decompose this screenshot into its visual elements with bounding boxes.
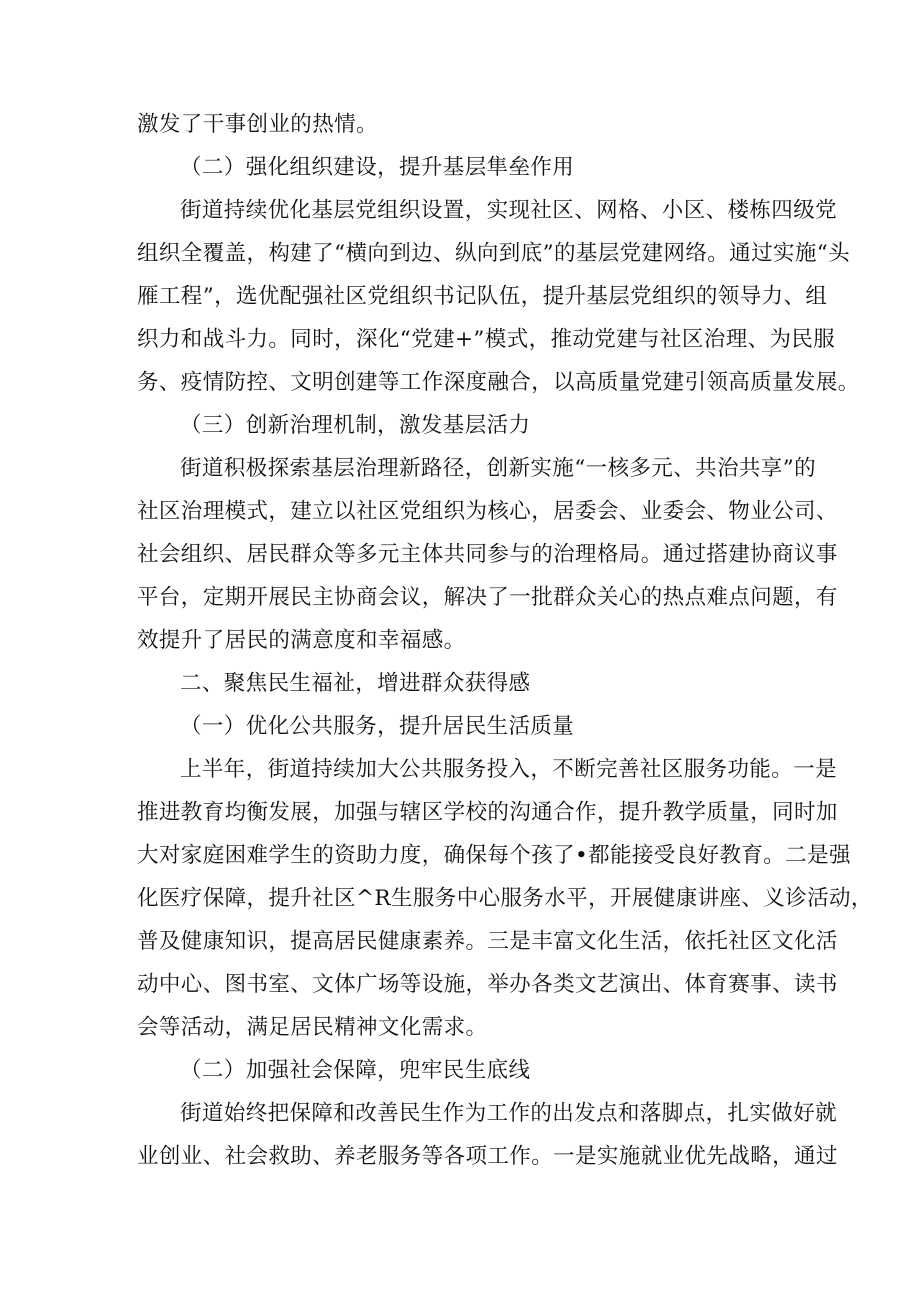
text-line: 组织全覆盖，构建了“横向到边、纵向到底”的基层党建网络。通过实施“头	[137, 241, 851, 266]
text-line: 效提升了居民的满意度和幸福感。	[137, 628, 466, 653]
text-line: 织力和战斗力。同时，深化“党建+”模式，推动党建与社区治理、为民服	[137, 327, 836, 352]
text-line: 化医疗保障，提升社区^R生服务中心服务水平，开展健康讲座、义诊活动，	[137, 886, 873, 911]
text-line: 平台，定期开展民主协商会议，解决了一批群众关心的热点难点问题，有	[137, 585, 838, 610]
chapter-heading: 二、聚焦民生福祉，增进群众获得感	[180, 671, 531, 696]
text-line: 上半年，街道持续加大公共服务投入，不断完善社区服务功能。一是	[180, 757, 838, 782]
section-heading: （二）强化组织建设，提升基层隼垒作用	[180, 155, 575, 180]
text-line: 务、疫情防控、文明创建等工作深度融合，以高质量党建引领高质量发展。	[137, 370, 860, 395]
text-line: 大对家庭困难学生的资助力度，确保每个孩了•都能接受良好教育。二是强	[137, 843, 851, 868]
text-line: 推进教育均衡发展，加强与辖区学校的沟通合作，提升教学质量，同时加	[137, 800, 838, 825]
text-line: 雁工程”，选优配强社区党组织书记队伍，提升基层党组织的领导力、组	[137, 284, 828, 309]
section-heading: （一）优化公共服务，提升居民生活质量	[180, 714, 575, 739]
text-line: 业创业、社会救助、养老服务等各项工作。一是实施就业优先战略，通过	[137, 1144, 838, 1169]
text-line: 街道持续优化基层党组织设置，实现社区、网格、小区、楼栋四级党	[180, 198, 838, 223]
section-heading: （三）创新治理机制，激发基层活力	[180, 413, 531, 438]
text-line: 街道积极探索基层治理新路径，创新实施“一核多元、共治共享”的	[180, 456, 816, 481]
text-line: 普及健康知识，提高居民健康素养。三是丰富文化生活，依托社区文化活	[137, 929, 838, 954]
text-line: 社会组织、居民群众等多元主体共同参与的治理格局。通过搭建协商议事	[137, 542, 838, 567]
text-line: 激发了干事创业的热情。	[137, 112, 378, 137]
text-line: 街道始终把保障和改善民生作为工作的出发点和落脚点，扎实做好就	[180, 1101, 838, 1126]
text-line: 社区治理模式，建立以社区党组织为核心，居委会、业委会、物业公司、	[137, 499, 838, 524]
text-line: 会等活动，满足居民精神文化需求。	[137, 1015, 488, 1040]
section-heading: （二）加强社会保障，兜牢民生底线	[180, 1058, 531, 1083]
text-line: 动中心、图书室、文体广场等设施，举办各类文艺演出、体育赛事、读书	[137, 972, 838, 997]
